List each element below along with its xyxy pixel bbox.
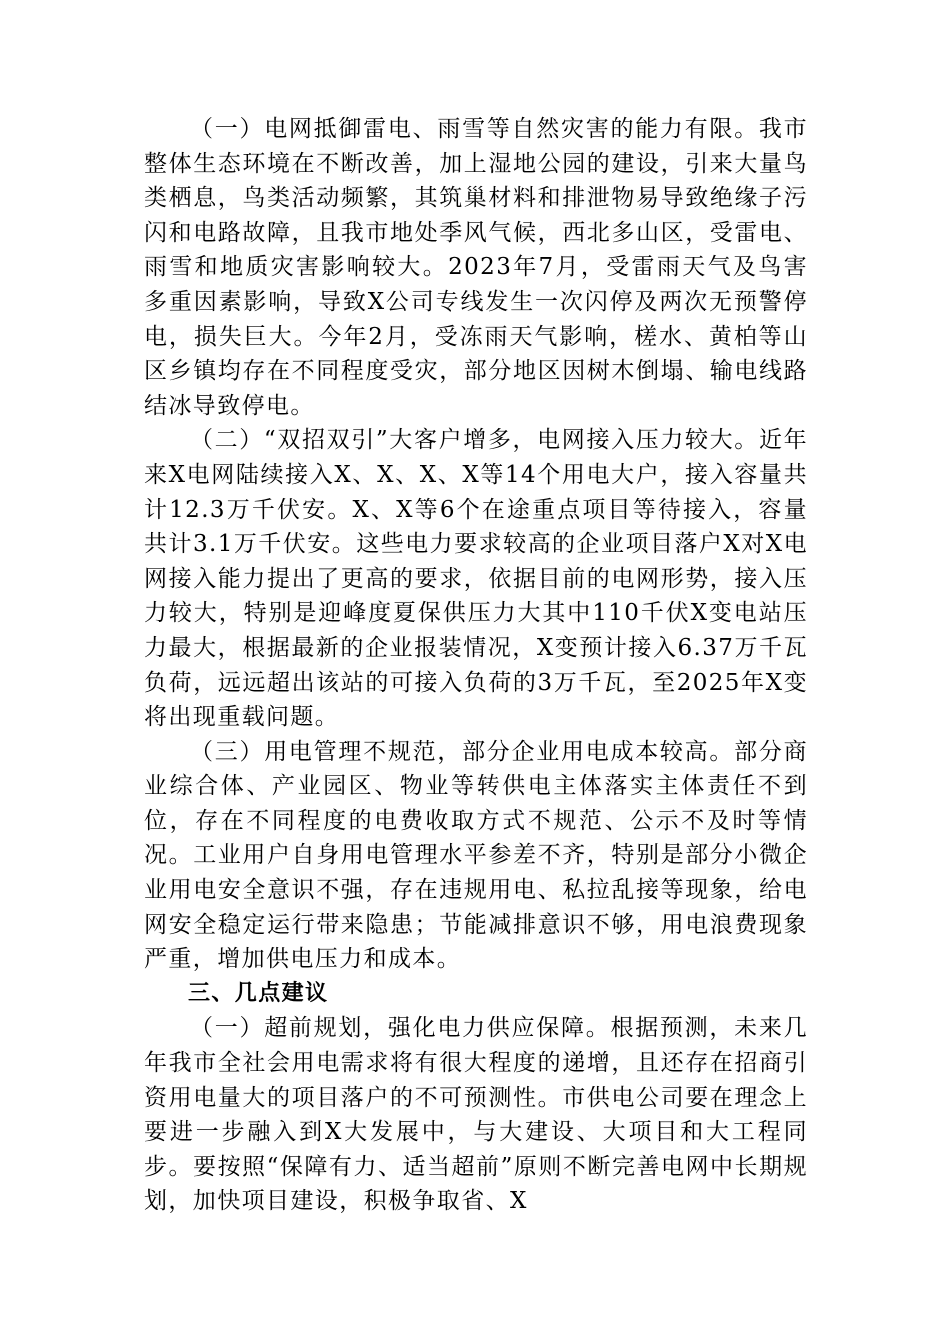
- paragraph-power-management: （三）用电管理不规范，部分企业用电成本较高。部分商业综合体、产业园区、物业等转供电主体落实主体责任不到位，存在不同程度的电费收取方式不规范、公示不及时等情况。工业用户自身用电管理水平参差不齐，特别是部分小微企业用电安全意识不强，存在违规用电、私拉乱接等现象，给电网安全稳定运行带来隐患；节能减排意识不够，用电浪费现象严重，增加供电压力和成本。: [144, 738, 808, 973]
- document-body: [144, 112, 808, 1219]
- paragraph-large-customers: （二）“双招双引”大客户增多，电网接入压力较大。近年来X电网陆续接入X、X、X、X等14个用电大户，接入容量共计12.3万千伏安。X、X等6个在途重点项目等待接入，容量共计3.1万千伏安。这些电力要求较高的企业项目落户X对X电网接入能力提出了更高的要求，依据目前的电网形势，接入压力较大，特别是迎峰度夏保供压力大其中110千伏X变电站压力最大，根据最新的企业报装情况，X变预计接入6.37万千瓦负荷，远远超出该站的可接入负荷的3万千瓦，至2025年X变将出现重载问题。: [144, 427, 808, 731]
- paragraph-advance-planning: （一）超前规划，强化电力供应保障。根据预测，未来几年我市全社会用电需求将有很大程度的递增，且还存在招商引资用电量大的项目落户的不可预测性。市供电公司要在理念上要进一步融入到X大发展中，与大建设、大项目和大工程同步。要按照“保障有力、适当超前”原则不断完善电网中长期规划，加快项目建设，积极争取省、X: [144, 1015, 808, 1215]
- section-heading-suggestions: 三、几点建议: [188, 980, 329, 1006]
- paragraph-grid-resilience: （一）电网抵御雷电、雨雪等自然灾害的能力有限。我市整体生态环境在不断改善，加上湿地公园的建设，引来大量鸟类栖息，鸟类活动频繁，其筑巢材料和排泄物易导致绝缘子污闪和电路故障，且我市地处季风气候，西北多山区，受雷电、雨雪和地质灾害影响较大。2023年7月，受雷雨天气及鸟害多重因素影响，导致X公司专线发生一次闪停及两次无预警停电，损失巨大。今年2月，受冻雨天气影响，槎水、黄柏等山区乡镇均存在不同程度受灾，部分地区因树木倒塌、输电线路结冰导致停电。: [144, 116, 808, 419]
